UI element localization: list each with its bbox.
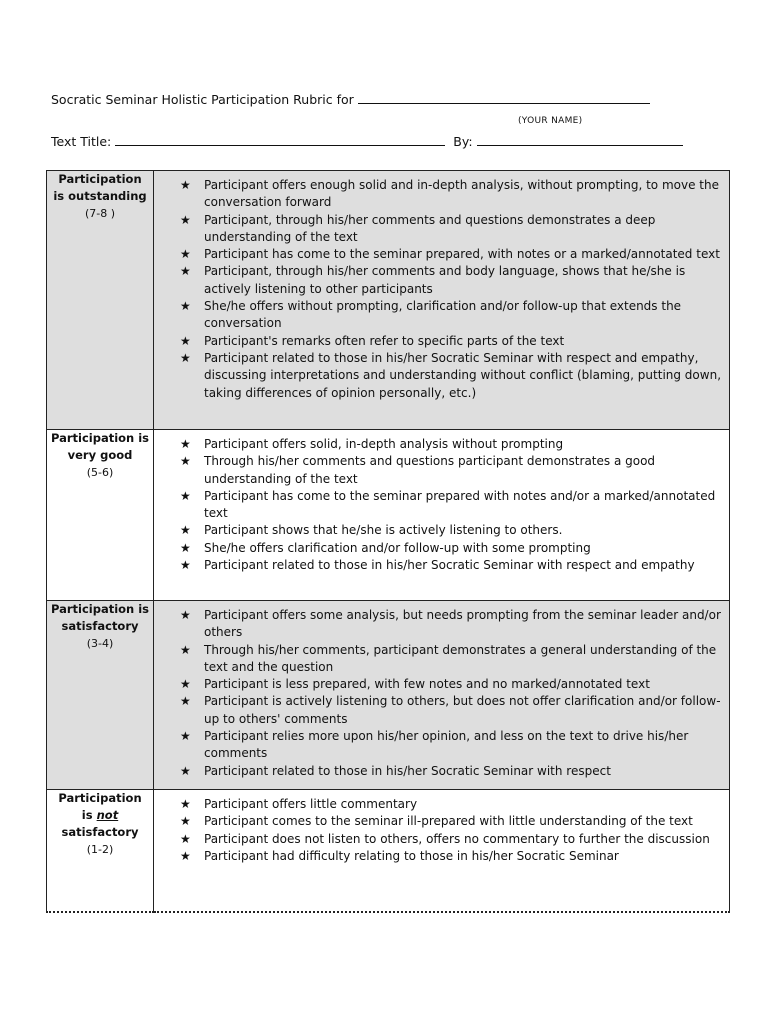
criterion-text: Participant, through his/her comments and questions demonstrates a deep understanding of the text (204, 212, 656, 244)
level-label-satisfactory (47, 601, 154, 790)
level-title-line2 (49, 807, 151, 824)
rubric-title: Socratic Seminar Holistic Participation Rubric for (51, 92, 354, 107)
star-bullet-icon: ★ (180, 454, 191, 469)
criteria-cell-very-good (154, 430, 730, 601)
text-title-label: Text Title: (51, 134, 112, 149)
criterion-text: Participant offers enough solid and in-depth analysis, without prompting, to move the conversation forward (204, 178, 719, 210)
star-bullet-icon: ★ (180, 523, 191, 538)
criterion-item (180, 333, 721, 350)
star-bullet-icon: ★ (180, 848, 191, 863)
criterion-text: Participant's remarks often refer to specific parts of the text (204, 333, 565, 348)
level-score: (5-6) (86, 466, 114, 479)
star-bullet-icon: ★ (180, 437, 191, 451)
criterion-text: Participant, through his/her comments and body language, shows that he/she is actively listening to other participants (204, 264, 686, 296)
star-bullet-icon: ★ (180, 814, 191, 829)
level-label-very-good (47, 430, 154, 601)
star-bullet-icon: ★ (180, 797, 191, 811)
text-title-blank[interactable] (115, 134, 445, 146)
criterion-text: Participant is less prepared, with few notes and no marked/annotated text (204, 677, 650, 692)
criterion-text: Through his/her comments and questions participant demonstrates a good understanding of the text (204, 454, 656, 486)
criterion-item (180, 453, 721, 488)
star-bullet-icon: ★ (180, 677, 191, 692)
criterion-item (180, 298, 721, 333)
criterion-item (180, 212, 721, 247)
level-title-line2: satisfactory (61, 619, 139, 633)
criterion-item (180, 796, 721, 813)
star-bullet-icon: ★ (180, 333, 191, 348)
criterion-item (180, 263, 721, 298)
star-bullet-icon: ★ (180, 488, 191, 503)
text-title-line (51, 134, 683, 149)
level-title-is: is (81, 808, 93, 822)
criterion-item (180, 813, 721, 830)
level-score: (3-4) (86, 637, 114, 650)
criteria-list (180, 177, 721, 402)
rubric-row-outstanding (47, 171, 730, 430)
criterion-text: Participant offers some analysis, but needs prompting from the seminar leader and/or others (204, 608, 721, 640)
star-bullet-icon: ★ (180, 729, 191, 744)
rubric-title-line (51, 92, 711, 107)
star-bullet-icon: ★ (180, 299, 191, 314)
rubric-row-satisfactory (47, 601, 730, 790)
criterion-item (180, 848, 721, 865)
criterion-item (180, 350, 721, 402)
star-bullet-icon: ★ (180, 642, 191, 657)
criterion-text: Participant shows that he/she is actively listening to others. (204, 523, 563, 538)
criterion-text: Participant relies more upon his/her opinion, and less on the text to drive his/her comments (204, 729, 689, 761)
level-title-line2: is outstanding (53, 189, 147, 203)
your-name-blank[interactable] (358, 92, 650, 104)
level-title-line1: Participation is (50, 431, 150, 445)
level-title-line1: Participation (58, 172, 142, 186)
author-blank[interactable] (477, 134, 683, 146)
criteria-list (180, 796, 721, 865)
level-title-line1: Participation (58, 791, 142, 805)
by-label: By: (453, 134, 473, 149)
criterion-item (180, 831, 721, 848)
criterion-text: She/he offers clarification and/or follow-up with some prompting (204, 540, 591, 555)
criterion-text: Participant has come to the seminar prepared, with notes or a marked/annotated text (204, 247, 720, 262)
criterion-item (180, 436, 721, 453)
star-bullet-icon: ★ (180, 608, 191, 622)
criteria-cell-not-satisfactory (154, 790, 730, 912)
criteria-cell-satisfactory (154, 601, 730, 790)
criterion-item (180, 540, 721, 557)
criterion-text: Participant has come to the seminar prepared with notes and/or a marked/annotated text (204, 488, 716, 521)
criterion-item (180, 763, 721, 780)
star-bullet-icon: ★ (180, 264, 191, 279)
criteria-list (180, 436, 721, 574)
criterion-item (180, 557, 721, 574)
criterion-item (180, 177, 721, 212)
level-title-line1: Participation is (50, 602, 150, 616)
form-header (51, 92, 711, 149)
criterion-item (180, 522, 721, 539)
criterion-text: Participant is actively listening to others, but does not offer clarification and/or follow-up to others' comments (204, 694, 721, 726)
criterion-text: Participant comes to the seminar ill-prepared with little understanding of the text (204, 814, 693, 829)
criterion-text: Participant does not listen to others, offers no commentary to further the discussion (204, 831, 710, 846)
criterion-item (180, 246, 721, 263)
criterion-item (180, 676, 721, 693)
criterion-item (180, 642, 721, 677)
criterion-item (180, 488, 721, 523)
criterion-text: Participant related to those in his/her Socratic Seminar with respect (204, 763, 611, 778)
star-bullet-icon: ★ (180, 212, 191, 227)
criterion-text: Participant offers little commentary (204, 797, 418, 811)
criterion-text: Participant had difficulty relating to those in his/her Socratic Seminar (204, 848, 619, 863)
criterion-item (180, 728, 721, 763)
criterion-text: She/he offers without prompting, clarification and/or follow-up that extends the conversation (204, 299, 682, 331)
criterion-text: Participant offers solid, in-depth analysis without prompting (204, 437, 564, 451)
criterion-item (180, 693, 721, 728)
star-bullet-icon: ★ (180, 831, 191, 846)
rubric-table (46, 170, 730, 913)
level-label-not-satisfactory (47, 790, 154, 912)
criterion-text: Participant related to those in his/her Socratic Seminar with respect and empathy, discussing interpretations and understanding without conflict (blaming, putting down, taking differences of opinion personally, etc.) (204, 350, 722, 400)
level-score: (7-8 ) (84, 207, 116, 220)
star-bullet-icon: ★ (180, 558, 191, 573)
rubric-row-not-satisfactory (47, 790, 730, 912)
star-bullet-icon: ★ (180, 694, 191, 709)
level-title-line3: satisfactory (61, 825, 139, 839)
level-title-line2: very good (67, 448, 133, 462)
level-score: (1-2) (86, 843, 114, 856)
criterion-text: Participant related to those in his/her Socratic Seminar with respect and empathy (204, 558, 695, 573)
level-title-emphasis: not (96, 808, 119, 822)
your-name-caption: (YOUR NAME) (518, 116, 583, 126)
criteria-list (180, 607, 721, 780)
criteria-cell-outstanding (154, 171, 730, 430)
rubric-row-very-good (47, 430, 730, 601)
criterion-item (180, 607, 721, 642)
level-label-outstanding (47, 171, 154, 430)
star-bullet-icon: ★ (180, 178, 191, 192)
star-bullet-icon: ★ (180, 350, 191, 365)
star-bullet-icon: ★ (180, 540, 191, 555)
star-bullet-icon: ★ (180, 763, 191, 778)
star-bullet-icon: ★ (180, 247, 191, 262)
criterion-text: Through his/her comments, participant demonstrates a general understanding of the text and the question (204, 642, 717, 674)
